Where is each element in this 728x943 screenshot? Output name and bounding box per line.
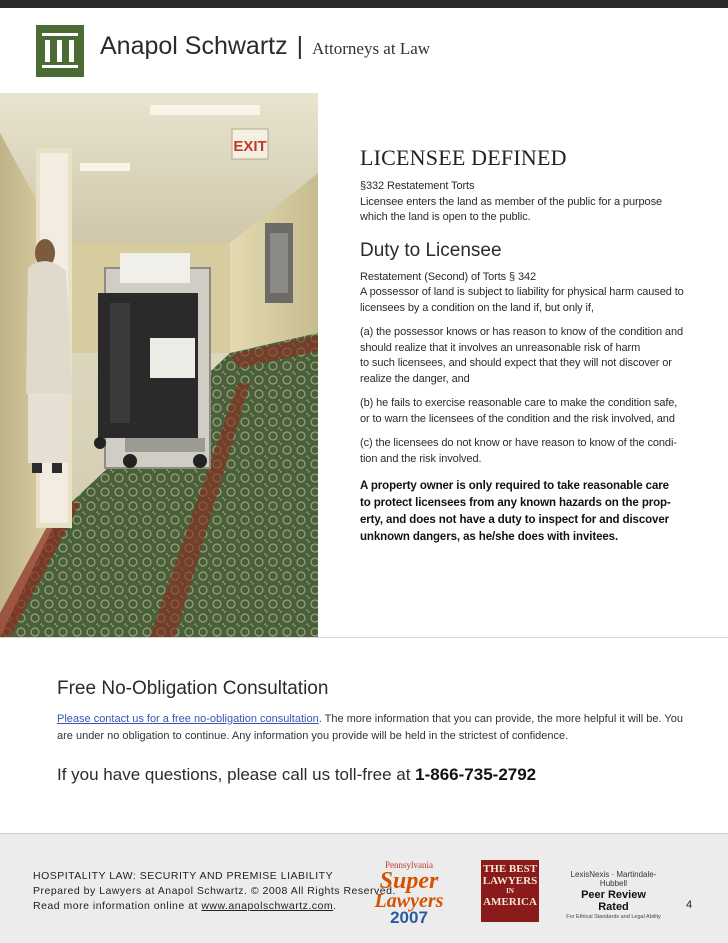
summary-line: unknown dangers, as he/she does with invitees. (360, 531, 619, 543)
intro-block (360, 179, 690, 226)
rule-line: A possessor of land is subject to liability for physical harm caused to (360, 286, 684, 298)
martindale-sub: For Ethical Standards and Legal Ability (566, 914, 661, 920)
firm-logo (36, 25, 84, 77)
section-divider (0, 637, 728, 638)
firm-name-text: Anapol Schwartz (100, 32, 288, 60)
best-lawyers-line: LAWYERS (482, 875, 538, 887)
intro-line: which the land is open to the public. (360, 211, 531, 223)
page-number: 4 (686, 899, 693, 911)
footer-copyright: Prepared by Lawyers at Anapol Schwartz. © 2008 All Rights Reserved. (33, 885, 396, 897)
super-lawyers-word1: Super (379, 868, 439, 894)
best-lawyers-badge (481, 860, 539, 922)
martindale-badge (566, 870, 661, 920)
article-title: LICENSEE DEFINED (360, 145, 567, 170)
item-c (360, 436, 690, 467)
super-lawyers-word2: Lawyers (374, 890, 444, 912)
item-c-line: (c) the licensees do not know or have reason to know of the condi- (360, 437, 677, 449)
rule-line: licensees by a condition on the land if, but only if, (360, 301, 594, 314)
intro-line: Licensee enters the land as member of the public for a purpose (360, 195, 662, 208)
summary-line: erty, and does not have a duty to inspect for and discover (360, 514, 670, 526)
item-a (360, 325, 690, 387)
consultation-text-1: . The more information that you can provide, the more helpful it will be. You (318, 713, 683, 725)
consultation-section (57, 678, 697, 785)
footer-website-suffix: . (333, 900, 337, 912)
item-a-line: realize the danger, and (360, 372, 470, 385)
best-lawyers-line: IN (506, 887, 514, 895)
exit-sign: EXIT (233, 138, 267, 155)
best-lawyers-line: THE BEST (482, 863, 538, 875)
item-a-line: (a) the possessor knows or has reason to know of the condition and (360, 326, 683, 338)
rule-line: Restatement (Second) of Torts § 342 (360, 270, 537, 283)
phone-prefix: If you have questions, please call us toll-free at (57, 765, 416, 784)
intro-line: §332 Restatement Torts (360, 180, 475, 192)
summary-block (360, 478, 690, 546)
summary-line: A property owner is only required to take reasonable care (360, 480, 669, 492)
consultation-title: Free No-Obligation Consultation (57, 678, 329, 699)
top-bar (0, 0, 728, 8)
firm-name (100, 32, 430, 61)
item-a-line: should realize that it involves an unreasonable risk of harm (360, 341, 641, 354)
consultation-link[interactable]: Please contact us for a free no-obligation consultation (57, 713, 319, 725)
item-a-line: to such licensees, and should expect that they will not discover or (360, 357, 672, 369)
summary-line: to protect licensees from any known hazards on the prop- (360, 497, 671, 509)
consultation-text-2: are under no obligation to continue. Any information you provide will be held in the strictest of confidence. (57, 730, 569, 742)
martindale-main: Peer Review Rated (581, 889, 646, 913)
rule-block (360, 270, 690, 317)
best-lawyers-line: AMERICA (483, 896, 537, 908)
firm-tagline: Attorneys at Law (312, 39, 431, 58)
article (360, 145, 690, 546)
item-b (360, 396, 690, 427)
footer-text (33, 869, 396, 914)
super-lawyers-year: 2007 (390, 908, 428, 927)
consultation-text (57, 711, 697, 745)
footer (0, 833, 728, 943)
firm-separator: | (296, 32, 304, 60)
hallway-photo (0, 93, 318, 637)
article-subtitle: Duty to Licensee (360, 239, 502, 261)
martindale-brand: LexisNexis · Martindale-Hubbell (570, 870, 657, 888)
footer-website-link[interactable]: www.anapolschwartz.com (201, 900, 334, 912)
footer-title: HOSPITALITY LAW: SECURITY AND PREMISE LIABILITY (33, 870, 334, 882)
item-b-line: (b) he fails to exercise reasonable care to make the condition safe, (360, 397, 678, 409)
super-lawyers-state: Pennsylvania (385, 860, 433, 870)
item-c-line: tion and the risk involved. (360, 452, 482, 465)
header (0, 8, 728, 90)
footer-website-line (33, 899, 396, 914)
super-lawyers-badge (371, 860, 447, 927)
phone-number[interactable]: 1-866-735-2792 (415, 765, 537, 784)
item-b-line: or to warn the licensees of the condition and the risk involved, and (360, 412, 675, 425)
footer-website-prefix: Read more information online at (33, 900, 202, 912)
phone-line (57, 765, 697, 785)
